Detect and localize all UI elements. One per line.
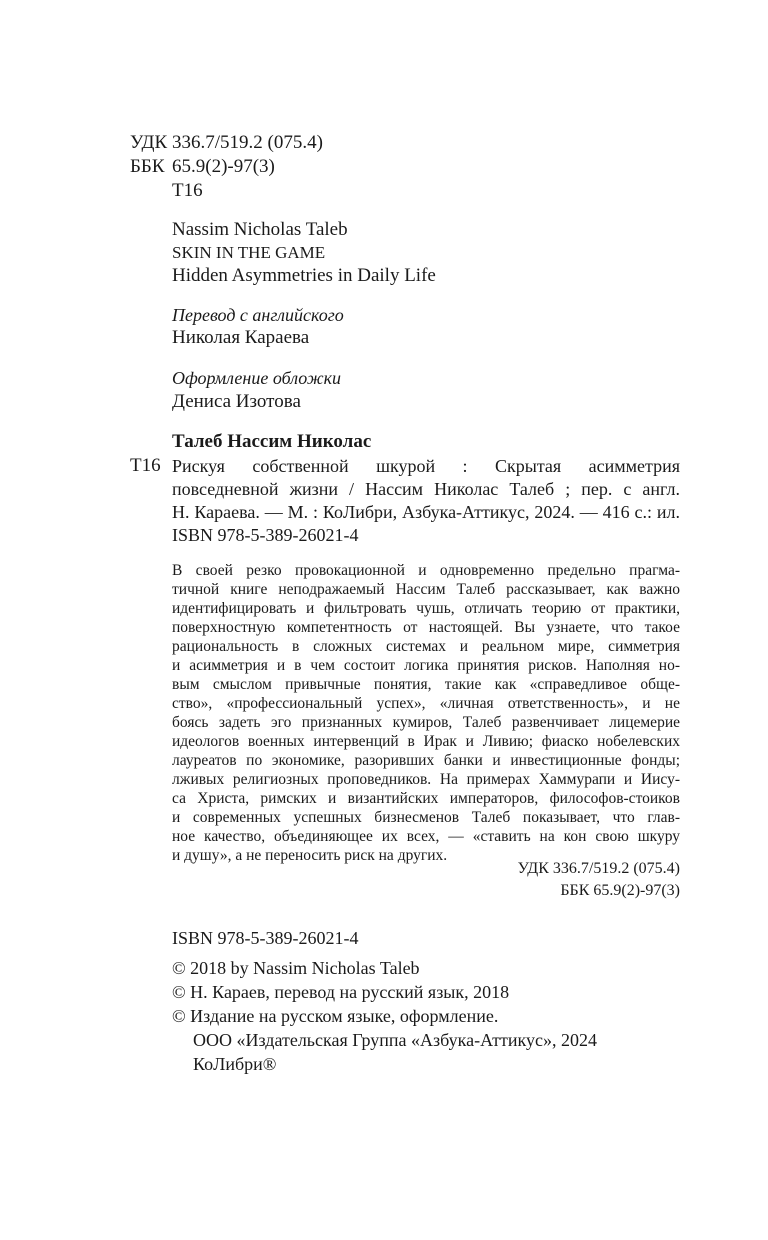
annotation-line: лауреатов по экономике, разоривших банки и инвестиционные фонды; xyxy=(172,752,680,769)
udk-value: 336.7/519.2 (075.4) xyxy=(172,132,323,153)
annotation-line: идеологов военных интервенций в Ирак и Ливию; фиаско нобелевских xyxy=(172,733,680,750)
annotation-line: са Христа, римских и византийских императоров, философов-стоиков xyxy=(172,790,680,807)
original-title: SKIN IN THE GAME xyxy=(172,243,326,262)
translation-label: Перевод с английского xyxy=(172,305,344,325)
catalog-heading: Талеб Нассим Николас xyxy=(172,431,372,452)
catalog-mark: Т16 xyxy=(130,455,161,476)
copyright-line: © 2018 by Nassim Nicholas Taleb xyxy=(172,958,420,978)
translator-name: Николая Караева xyxy=(172,327,310,348)
catalog-line: Рискуя собственной шкурой : Скрытая асимметрия xyxy=(172,456,680,476)
annotation-line: и асимметрия и в чем состоит логика принятия рисков. Наполняя но- xyxy=(172,657,680,674)
annotation-line: рациональность в сложных системах и реальном мире, симметрия xyxy=(172,638,680,655)
annotation-bbk: ББК 65.9(2)-97(3) xyxy=(560,882,680,899)
publisher-imprint: КоЛибри® xyxy=(193,1054,277,1074)
annotation-line: ство», «профессиональный успех», «личная ответственность», и не xyxy=(172,695,680,712)
bbk-label: ББК xyxy=(130,156,165,177)
annotation-line: и современных успешных бизнесменов Талеб показывает, что глав- xyxy=(172,809,680,826)
annotation-line: боясь задеть эго признанных кумиров, Талеб развенчивает лицемерие xyxy=(172,714,680,731)
cover-label: Оформление обложки xyxy=(172,368,341,388)
annotation-udk: УДК 336.7/519.2 (075.4) xyxy=(517,860,680,877)
original-subtitle: Hidden Asymmetries in Daily Life xyxy=(172,265,436,286)
copyright-isbn: ISBN 978-5-389-26021-4 xyxy=(172,928,359,948)
copyright-line: ООО «Издательская Группа «Азбука-Аттикус», 2024 xyxy=(193,1030,598,1050)
author-mark: Т16 xyxy=(172,180,203,201)
annotation-line: ное качество, объединяющее их всех, — «ставить на кон свою шкуру xyxy=(172,828,680,845)
copyright-line: © Издание на русском языке, оформление. xyxy=(172,1006,499,1026)
cover-designer: Дениса Изотова xyxy=(172,391,301,412)
annotation-line: вым смыслом привычные понятия, такие как «справедливое обще- xyxy=(172,676,680,693)
annotation-line: В своей резко провокационной и одновременно предельно прагма- xyxy=(172,562,680,579)
catalog-isbn: ISBN 978-5-389-26021-4 xyxy=(172,525,359,545)
catalog-line: повседневной жизни / Нассим Николас Талеб ; пер. с англ. xyxy=(172,479,680,499)
annotation-line: лживых религиозных проповедников. На примерах Хаммурапи и Иису- xyxy=(172,771,680,788)
copyright-line: © Н. Караев, перевод на русский язык, 2018 xyxy=(172,982,510,1002)
catalog-line: Н. Караева. — М. : КоЛибри, Азбука-Аттикус, 2024. — 416 с.: ил. xyxy=(172,502,680,522)
bbk-value: 65.9(2)-97(3) xyxy=(172,156,275,177)
annotation-line: и душу», а не переносить риск на других. xyxy=(172,847,448,864)
original-author: Nassim Nicholas Taleb xyxy=(172,219,348,240)
annotation-line: поверхностную компетентность от настоящей. Вы узнаете, что такое xyxy=(172,619,680,636)
annotation-line: тичной книге неподражаемый Нассим Талеб рассказывает, как важно xyxy=(172,581,680,598)
annotation-line: идентифицировать и фильтровать чушь, отличать теорию от практики, xyxy=(172,600,680,617)
udk-label: УДК xyxy=(130,132,168,153)
